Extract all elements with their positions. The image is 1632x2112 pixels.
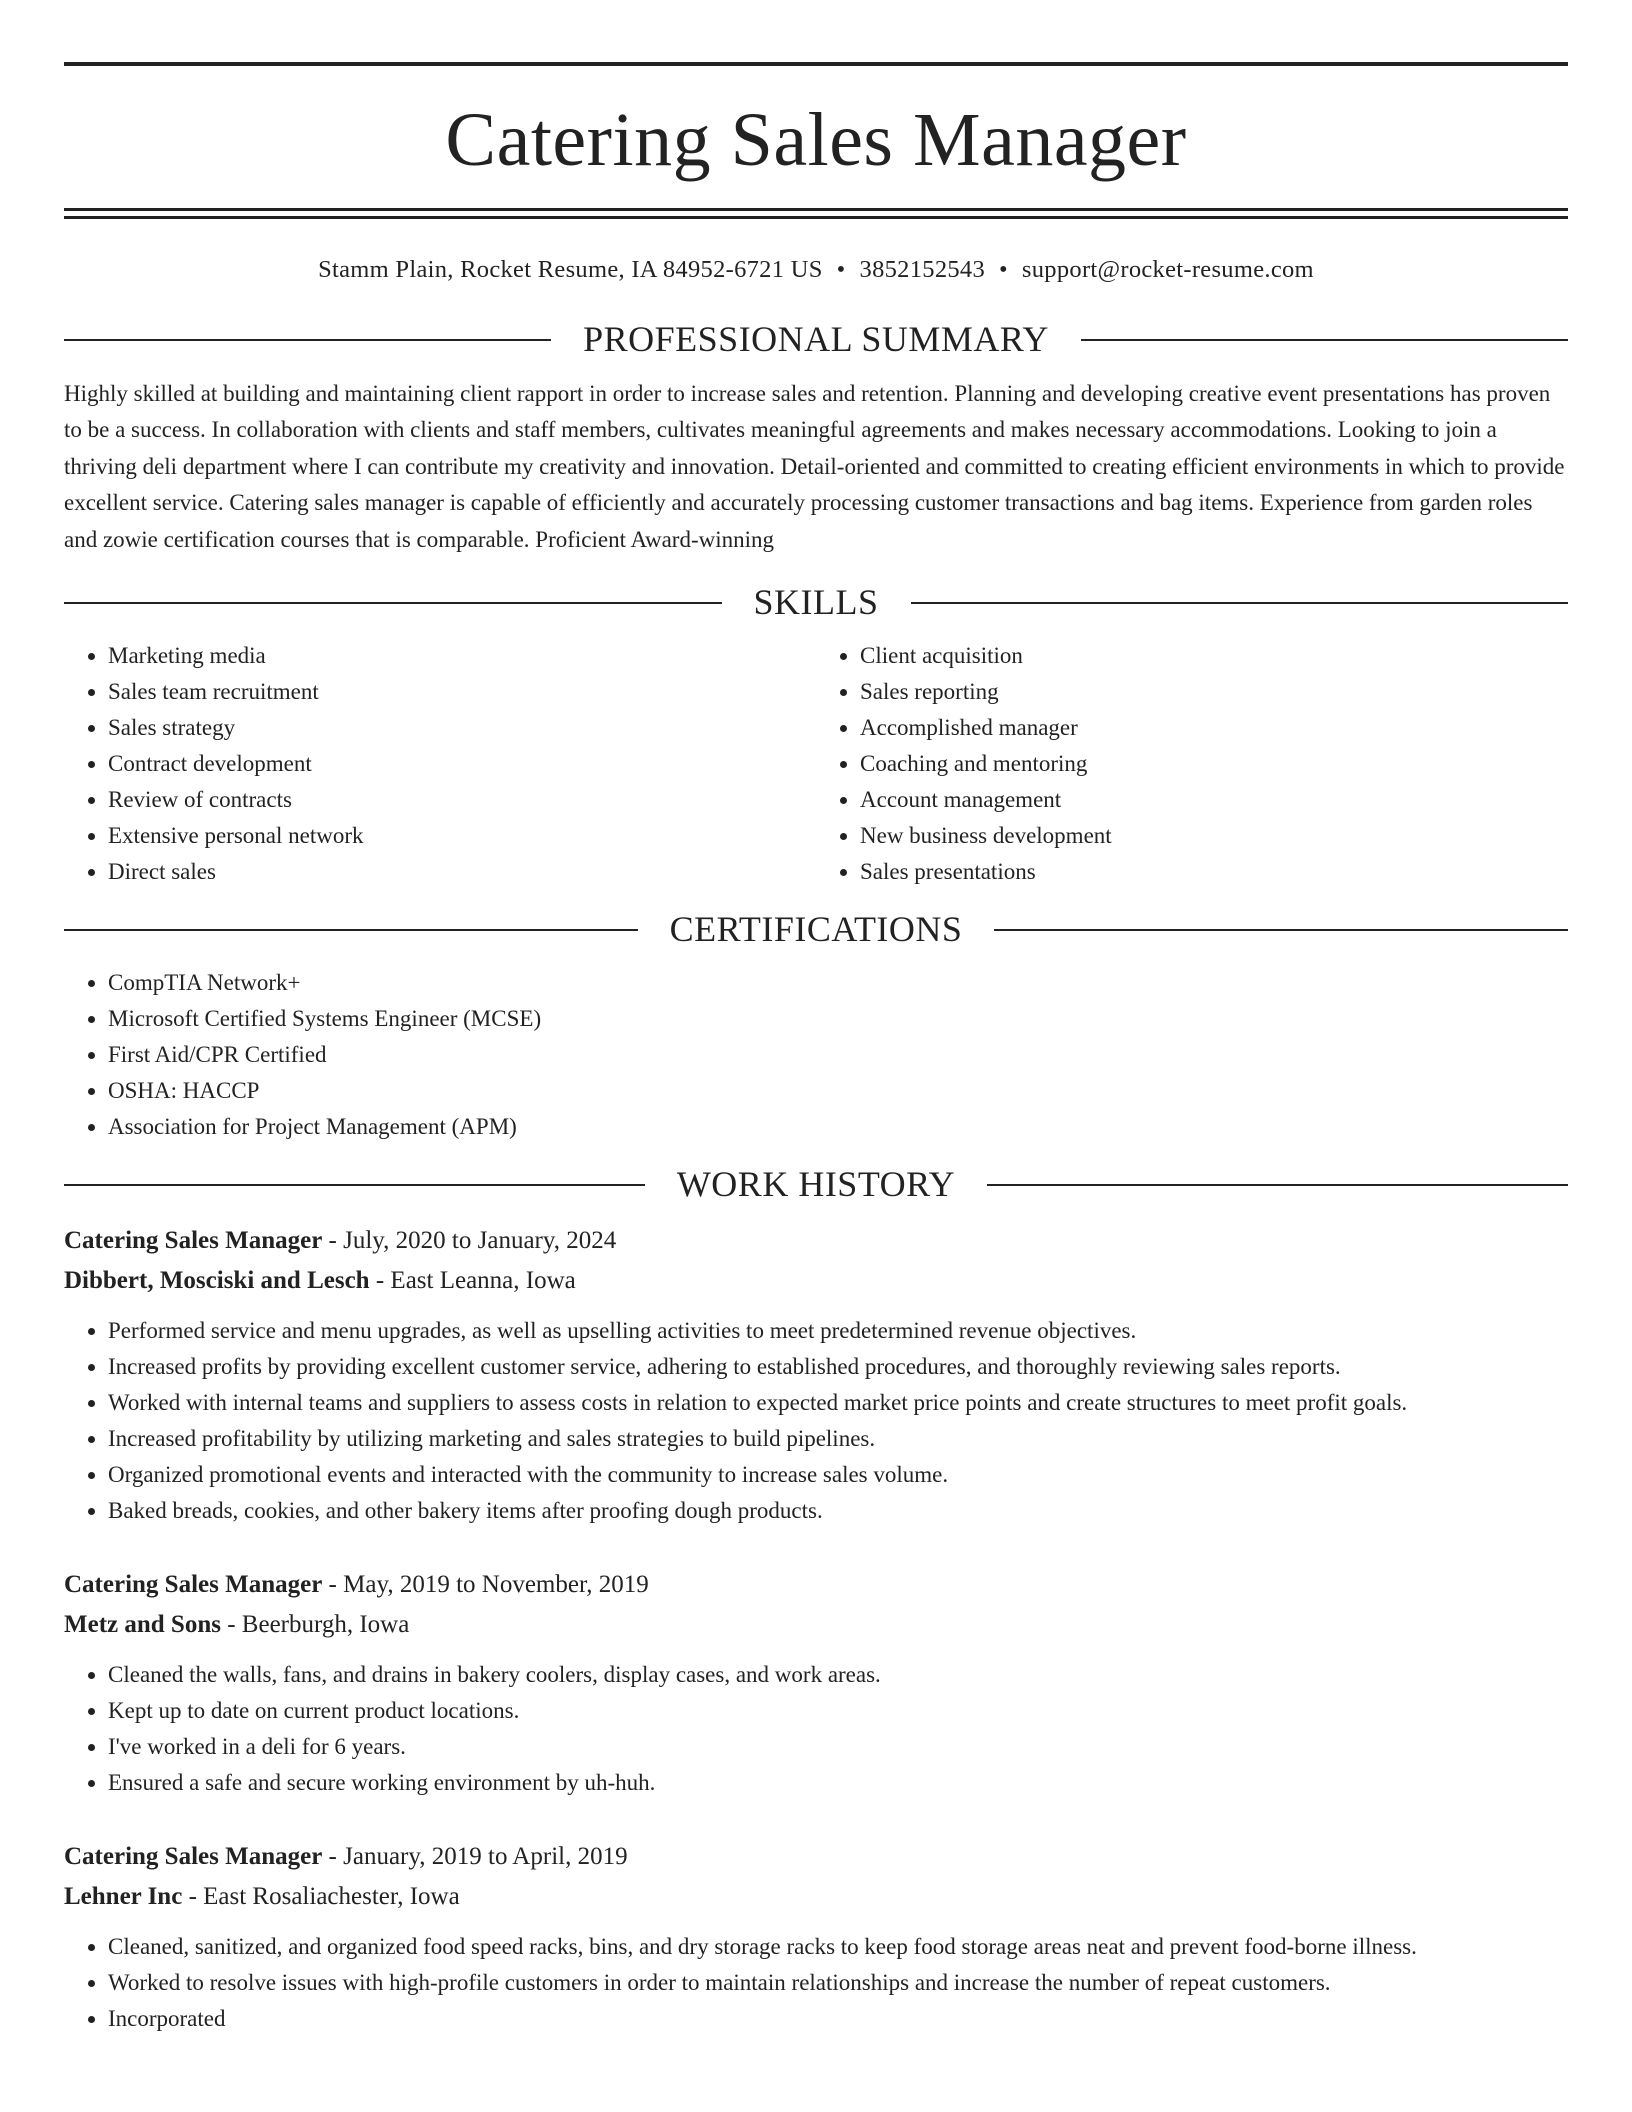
certification-item: • First Aid/CPR Certified bbox=[108, 1037, 1568, 1073]
heading-rule-left bbox=[64, 929, 638, 931]
bullet-separator: • bbox=[999, 256, 1008, 283]
title-double-rule bbox=[64, 208, 1568, 219]
section-heading-skills bbox=[64, 581, 1568, 624]
skill-item: • Client acquisition bbox=[860, 638, 1568, 674]
heading-rule-right bbox=[994, 929, 1568, 931]
job-dates: - January, 2019 to April, 2019 bbox=[322, 1842, 628, 1870]
heading-rule-left bbox=[64, 339, 551, 341]
job-bullets bbox=[64, 1929, 1568, 2037]
job-bullets bbox=[64, 1657, 1568, 1801]
certification-item: • Microsoft Certified Systems Engineer (MCSE) bbox=[108, 1001, 1568, 1037]
job-company: Metz and Sons bbox=[64, 1610, 221, 1638]
skills-list-left bbox=[64, 638, 816, 890]
job-entry bbox=[64, 1221, 1568, 1529]
job-entry bbox=[64, 1565, 1568, 1801]
skill-item: • Account management bbox=[860, 782, 1568, 818]
skill-item: • Sales team recruitment bbox=[108, 674, 816, 710]
section-heading-summary bbox=[64, 318, 1568, 361]
skill-item: • Sales presentations bbox=[860, 854, 1568, 890]
job-location: - East Leanna, Iowa bbox=[369, 1266, 576, 1294]
job-bullet: • Cleaned, sanitized, and organized food speed racks, bins, and dry storage racks to keep food storage areas neat and prevent food-borne illness. bbox=[108, 1929, 1568, 1965]
job-company: Lehner Inc bbox=[64, 1882, 183, 1910]
job-title: Catering Sales Manager bbox=[64, 1226, 323, 1254]
skill-item: • Sales strategy bbox=[108, 710, 816, 746]
skill-item: • Review of contracts bbox=[108, 782, 816, 818]
job-title: Catering Sales Manager bbox=[64, 1570, 323, 1598]
job-title-line bbox=[64, 1565, 1568, 1605]
job-bullets bbox=[64, 1313, 1568, 1529]
heading-rule-right bbox=[1081, 339, 1568, 341]
skills-list-right bbox=[816, 638, 1568, 890]
job-bullet: • Increased profits by providing excellent customer service, adhering to established procedures, and thoroughly reviewing sales reports. bbox=[108, 1349, 1568, 1385]
job-bullet: • Cleaned the walls, fans, and drains in bakery coolers, display cases, and work areas. bbox=[108, 1657, 1568, 1693]
job-dates: - May, 2019 to November, 2019 bbox=[322, 1570, 649, 1598]
skill-item: • Marketing media bbox=[108, 638, 816, 674]
certification-item: • OSHA: HACCP bbox=[108, 1073, 1568, 1109]
section-title-work-history: WORK HISTORY bbox=[676, 1164, 956, 1205]
job-company-line bbox=[64, 1261, 1568, 1301]
contact-email: support@rocket-resume.com bbox=[1021, 256, 1314, 283]
certification-item: • Association for Project Management (APM) bbox=[108, 1109, 1568, 1145]
job-bullet: • Incorporated bbox=[108, 2001, 1568, 2037]
section-title-summary: PROFESSIONAL SUMMARY bbox=[583, 319, 1049, 360]
skill-item: • Coaching and mentoring bbox=[860, 746, 1568, 782]
heading-rule-left bbox=[64, 1184, 645, 1186]
skill-item: • New business development bbox=[860, 818, 1568, 854]
job-bullet: • Organized promotional events and interacted with the community to increase sales volume. bbox=[108, 1457, 1568, 1493]
contact-info bbox=[64, 255, 1568, 284]
job-company: Dibbert, Mosciski and Lesch bbox=[64, 1266, 370, 1294]
skill-item: • Sales reporting bbox=[860, 674, 1568, 710]
section-title-certifications: CERTIFICATIONS bbox=[669, 909, 963, 950]
job-dates: - July, 2020 to January, 2024 bbox=[322, 1226, 617, 1254]
heading-rule-right bbox=[987, 1184, 1568, 1186]
job-entry bbox=[64, 1837, 1568, 2037]
job-bullet: • Ensured a safe and secure working environment by uh-huh. bbox=[108, 1765, 1568, 1801]
section-title-skills: SKILLS bbox=[753, 582, 879, 623]
skill-item: • Contract development bbox=[108, 746, 816, 782]
job-location: - Beerburgh, Iowa bbox=[220, 1610, 410, 1638]
job-title-line bbox=[64, 1837, 1568, 1877]
heading-rule-right bbox=[911, 602, 1569, 604]
section-heading-work-history bbox=[64, 1163, 1568, 1206]
job-bullet: • Worked to resolve issues with high-profile customers in order to maintain relationships and increase the number of repeat customers. bbox=[108, 1965, 1568, 2001]
job-bullet: • Kept up to date on current product locations. bbox=[108, 1693, 1568, 1729]
contact-phone: 3852152543 bbox=[859, 256, 986, 283]
contact-address: Stamm Plain, Rocket Resume, IA 84952-6721 US bbox=[318, 256, 823, 283]
certifications-list bbox=[64, 965, 1568, 1145]
resume-title: Catering Sales Manager bbox=[445, 98, 1187, 182]
job-title-line bbox=[64, 1221, 1568, 1261]
skill-item: • Extensive personal network bbox=[108, 818, 816, 854]
heading-rule-left bbox=[64, 602, 722, 604]
bullet-separator: • bbox=[836, 256, 846, 283]
job-company-line bbox=[64, 1877, 1568, 1917]
skill-item: • Accomplished manager bbox=[860, 710, 1568, 746]
job-bullet: • Worked with internal teams and suppliers to assess costs in relation to expected market price points and create structures to meet profit goals. bbox=[108, 1385, 1568, 1421]
certification-item: • CompTIA Network+ bbox=[108, 965, 1568, 1001]
skills-columns bbox=[64, 638, 1568, 890]
job-company-line bbox=[64, 1605, 1568, 1645]
skill-item: • Direct sales bbox=[108, 854, 816, 890]
job-bullet: • Performed service and menu upgrades, as well as upselling activities to meet predetermined revenue objectives. bbox=[108, 1313, 1568, 1349]
job-bullet: • I've worked in a deli for 6 years. bbox=[108, 1729, 1568, 1765]
top-rule bbox=[64, 62, 1568, 66]
job-bullet: • Increased profitability by utilizing marketing and sales strategies to build pipelines. bbox=[108, 1421, 1568, 1457]
section-heading-certifications bbox=[64, 908, 1568, 951]
job-bullet: • Baked breads, cookies, and other bakery items after proofing dough products. bbox=[108, 1493, 1568, 1529]
summary-text: Highly skilled at building and maintaining client rapport in order to increase sales and retention. Planning and developing creative event presentations has proven to be a success. In collaboration with clients and staff members, cultivates meaningful agreements and makes necessary accommodations. Looking to join a thriving deli department where I can contribute my creativity and innovation. Detail-oriented and committed to creating efficient environments in which to provide excellent service. Catering sales manager is capable of efficiently and accurately processing customer transactions and bag items. Experience from garden roles and zowie certification courses that is comparable. Proficient Award-winning bbox=[64, 380, 1565, 552]
job-location: - East Rosaliachester, Iowa bbox=[182, 1882, 460, 1910]
job-title: Catering Sales Manager bbox=[64, 1842, 323, 1870]
